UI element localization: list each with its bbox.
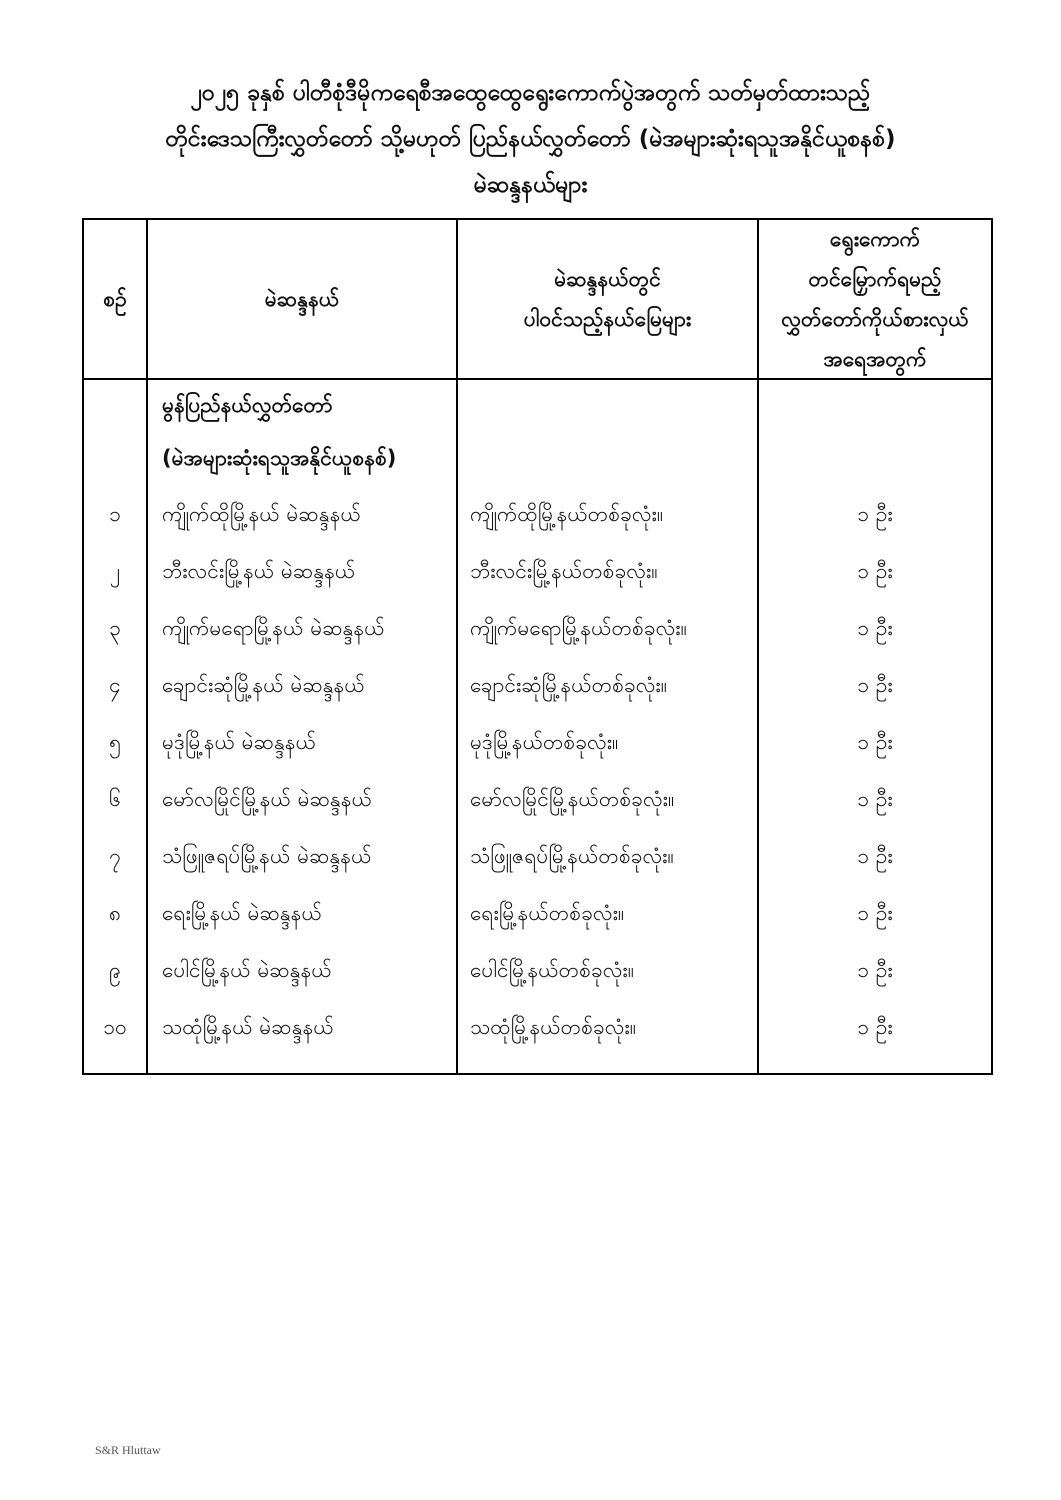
section-spacer — [84, 430, 148, 486]
row-number: ၄ — [84, 657, 148, 714]
row-representatives: ၁ ဦး — [857, 787, 893, 812]
section-spacer — [458, 380, 759, 430]
section-heading-line-1: မွန်ပြည်နယ်လွှတ်တော် — [148, 380, 458, 430]
page-title — [30, 70, 1031, 208]
row-areas: ရေးမြို့နယ်တစ်ခုလုံး။ — [458, 885, 759, 942]
row-constituency: သံဖြူဇရပ်မြို့နယ် မဲဆန္ဒနယ် — [148, 828, 458, 885]
row-constituency: ပေါင်မြို့နယ် မဲဆန္ဒနယ် — [148, 942, 458, 999]
row-constituency: သထုံမြို့နယ် မဲဆန္ဒနယ် — [148, 999, 458, 1056]
row-areas: မော်လမြိုင်မြို့နယ်တစ်ခုလုံး။ — [458, 771, 759, 828]
section-spacer — [759, 380, 991, 430]
row-number: ၁၀ — [84, 999, 148, 1056]
row-number: ၂ — [84, 543, 148, 600]
row-representatives: ၁ ဦး — [857, 1015, 893, 1040]
row-constituency: မော်လမြိုင်မြို့နယ် မဲဆန္ဒနယ် — [148, 771, 458, 828]
header-constituency: မဲဆန္ဒနယ် — [148, 220, 458, 380]
row-areas: ဘီးလင်းမြို့နယ်တစ်ခုလုံး။ — [458, 543, 759, 600]
row-representatives: ၁ ဦး — [857, 502, 893, 527]
header-areas-line-2: ပါဝင်သည့်နယ်မြေများ — [523, 307, 692, 331]
header-reps-line-1: ရွေးကောက် — [829, 227, 921, 251]
row-areas: သံဖြူဇရပ်မြို့နယ်တစ်ခုလုံး။ — [458, 828, 759, 885]
table-filler — [458, 1056, 759, 1073]
row-constituency: ကျိုက်မရောမြို့နယ် မဲဆန္ဒနယ် — [148, 600, 458, 657]
header-representatives — [759, 220, 991, 380]
row-number: ၁ — [84, 486, 148, 543]
row-representatives: ၁ ဦး — [857, 844, 893, 869]
row-constituency: မုဒုံမြို့နယ် မဲဆန္ဒနယ် — [148, 714, 458, 771]
row-areas: ချောင်းဆုံမြို့နယ်တစ်ခုလုံး။ — [458, 657, 759, 714]
header-areas — [458, 220, 759, 380]
page-title-line-3: မဲဆန္ဒနယ်များ — [473, 172, 588, 198]
row-areas: သထုံမြို့နယ်တစ်ခုလုံး။ — [458, 999, 759, 1056]
row-representatives: ၁ ဦး — [857, 616, 893, 641]
row-representatives: ၁ ဦး — [857, 730, 893, 755]
header-no: စဉ် — [84, 220, 148, 380]
row-areas: မုဒုံမြို့နယ်တစ်ခုလုံး။ — [458, 714, 759, 771]
row-representatives: ၁ ဦး — [857, 958, 893, 983]
row-representatives: ၁ ဦး — [857, 559, 893, 584]
row-number: ၇ — [84, 828, 148, 885]
row-constituency: ဘီးလင်းမြို့နယ် မဲဆန္ဒနယ် — [148, 543, 458, 600]
row-constituency: ရေးမြို့နယ် မဲဆန္ဒနယ် — [148, 885, 458, 942]
page-title-line-1: ၂၀၂၅ ခုနှစ် ပါတီစုံဒီမိုကရေစီအထွေထွေရွေးကောက်ပွဲအတွက် သတ်မှတ်ထားသည့် — [190, 80, 871, 106]
row-constituency: ချောင်းဆုံမြို့နယ် မဲဆန္ဒနယ် — [148, 657, 458, 714]
section-spacer — [84, 380, 148, 430]
table-filler — [148, 1056, 458, 1073]
row-number: ၅ — [84, 714, 148, 771]
constituency-table — [82, 218, 993, 1075]
row-constituency: ကျိုက်ထိုမြို့နယ် မဲဆန္ဒနယ် — [148, 486, 458, 543]
row-number: ၃ — [84, 600, 148, 657]
row-number: ၆ — [84, 771, 148, 828]
table-filler — [84, 1056, 148, 1073]
row-representatives: ၁ ဦး — [857, 901, 893, 926]
row-number: ၉ — [84, 942, 148, 999]
page-title-line-2: တိုင်းဒေသကြီးလွှတ်တော် သို့မဟုတ် ပြည်နယ်လွှတ်တော် (မဲအများဆုံးရသူအနိုင်ယူစနစ်) — [165, 126, 896, 152]
row-areas: ကျိုက်ထိုမြို့နယ်တစ်ခုလုံး။ — [458, 486, 759, 543]
header-areas-line-1: မဲဆန္ဒနယ်တွင် — [554, 267, 661, 291]
header-reps-line-4: အရေအတွက် — [823, 347, 927, 371]
row-number: ၈ — [84, 885, 148, 942]
table-filler — [759, 1056, 991, 1073]
section-heading-line-2: (မဲအများဆုံးရသူအနိုင်ယူစနစ်) — [148, 430, 458, 486]
section-spacer — [759, 430, 991, 486]
header-reps-line-2: တင်မြှောက်ရမည့် — [808, 267, 942, 291]
row-areas: ကျိုက်မရောမြို့နယ်တစ်ခုလုံး။ — [458, 600, 759, 657]
footer-watermark: S&R Hluttaw — [95, 1443, 161, 1457]
row-representatives: ၁ ဦး — [857, 673, 893, 698]
row-areas: ပေါင်မြို့နယ်တစ်ခုလုံး။ — [458, 942, 759, 999]
section-spacer — [458, 430, 759, 486]
header-reps-line-3: လွှတ်တော်ကိုယ်စားလှယ် — [781, 307, 969, 331]
